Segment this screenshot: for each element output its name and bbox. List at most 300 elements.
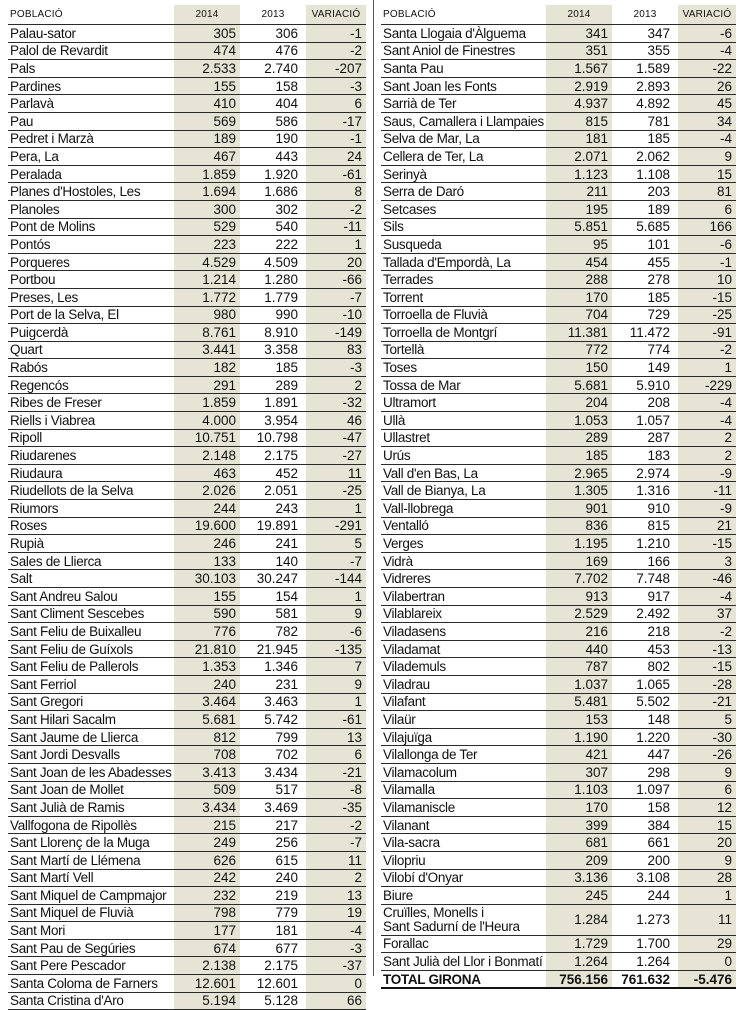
cell-2013 <box>612 200 678 218</box>
table-row <box>381 746 736 764</box>
cell-variacio <box>306 605 366 623</box>
cell-variacio <box>678 711 736 729</box>
cell-2013 <box>240 904 306 922</box>
cell-variacio <box>678 95 736 113</box>
cell-variacio-text: -17 <box>342 113 362 129</box>
cell-variacio <box>306 922 366 940</box>
cell-2014 <box>546 341 612 359</box>
cell-poblacio-text: Vilajuïga <box>383 729 432 745</box>
cell-2014-text: 209 <box>585 852 608 868</box>
cell-variacio-text: -9 <box>719 500 732 516</box>
cell-2014 <box>174 763 240 781</box>
cell-2013-text: 10.798 <box>256 430 298 446</box>
cell-2014-text: 150 <box>585 360 608 376</box>
cell-2013-text: 302 <box>275 201 298 217</box>
table-row <box>8 904 366 922</box>
cell-2014-text: 204 <box>585 395 608 411</box>
cell-poblacio-text: Santa Pau <box>383 60 444 76</box>
cell-variacio-text: -11 <box>713 483 732 499</box>
cell-variacio-text: -6 <box>719 236 732 252</box>
cell-variacio <box>678 953 736 971</box>
cell-2013 <box>240 781 306 799</box>
cell-2014-text: 170 <box>585 799 608 815</box>
cell-2013-text: 278 <box>647 272 670 288</box>
cell-variacio-text: 13 <box>346 887 362 903</box>
cell-2013-text: 3.469 <box>264 799 298 815</box>
cell-2014-text: 1.353 <box>202 659 236 675</box>
header-variacio: VARIACIÓ <box>678 5 736 25</box>
cell-variacio-text: -7 <box>349 553 362 569</box>
table-row <box>8 236 366 254</box>
cell-variacio-text: -61 <box>342 711 362 727</box>
table-row <box>8 95 366 113</box>
cell-variacio <box>306 517 366 535</box>
cell-poblacio-text: Vilaür <box>383 711 416 727</box>
cell-poblacio <box>8 359 174 377</box>
cell-variacio-text: 9 <box>724 148 732 164</box>
cell-poblacio <box>8 200 174 218</box>
cell-2013-text: 203 <box>647 184 670 200</box>
cell-poblacio-text: Sant Feliu de Guíxols <box>10 641 133 657</box>
cell-2013 <box>240 359 306 377</box>
cell-variacio <box>678 341 736 359</box>
cell-variacio <box>306 306 366 324</box>
cell-poblacio-text: Portbou <box>10 272 56 288</box>
cell-2013-text: 2.062 <box>636 148 670 164</box>
cell-poblacio-text: Sant Joan les Fonts <box>383 78 497 94</box>
table-row <box>381 799 736 817</box>
cell-poblacio-text: Vila-sacra <box>383 835 440 851</box>
cell-2013-text: 443 <box>275 148 298 164</box>
cell-poblacio <box>381 236 546 254</box>
cell-2014-text: 3.441 <box>202 342 236 358</box>
cell-2014-text: 1.694 <box>202 184 236 200</box>
cell-2013-text: 586 <box>275 113 298 129</box>
cell-2014 <box>546 218 612 236</box>
cell-variacio <box>678 148 736 166</box>
table-row <box>8 200 366 218</box>
cell-2014-text: 288 <box>585 272 608 288</box>
cell-poblacio-text: Vilabertran <box>383 588 445 604</box>
cell-2013 <box>612 25 678 43</box>
cell-2014 <box>174 165 240 183</box>
cell-2014-text: 2.533 <box>202 60 236 76</box>
cell-variacio <box>306 447 366 465</box>
cell-variacio <box>306 693 366 711</box>
cell-2013 <box>240 412 306 430</box>
cell-2014 <box>174 588 240 606</box>
cell-2014-text: 798 <box>213 905 236 921</box>
cell-poblacio-text: Vilamalla <box>383 782 435 798</box>
cell-variacio-text: 2 <box>354 377 362 393</box>
table-row <box>381 376 736 394</box>
table-row <box>381 42 736 60</box>
table-row <box>8 957 366 975</box>
cell-poblacio <box>8 394 174 412</box>
cell-variacio-text: -4 <box>349 923 362 939</box>
table-row <box>381 935 736 953</box>
cell-2013 <box>240 728 306 746</box>
cell-2014-text: 776 <box>213 623 236 639</box>
table-row <box>381 394 736 412</box>
cell-2014 <box>546 746 612 764</box>
header-variacio: VARIACIÓ <box>306 5 366 25</box>
cell-poblacio <box>8 341 174 359</box>
cell-2013 <box>240 429 306 447</box>
cell-2013 <box>240 288 306 306</box>
cell-2013 <box>240 851 306 869</box>
cell-2014 <box>546 816 612 834</box>
cell-2013-text: 1.057 <box>636 412 670 428</box>
cell-poblacio-text: Sant Joan de Mollet <box>10 782 124 798</box>
cell-2014-text: 4.529 <box>202 254 236 270</box>
cell-2014 <box>174 640 240 658</box>
table-row <box>8 588 366 606</box>
cell-2014 <box>546 935 612 953</box>
table-row <box>8 975 366 993</box>
cell-2014-text: 3.464 <box>202 694 236 710</box>
cell-poblacio-text: Urús <box>383 448 411 464</box>
cell-poblacio-text: Selva de Mar, La <box>383 131 480 147</box>
table-row <box>381 218 736 236</box>
cell-2014-text: 169 <box>585 553 608 569</box>
cell-poblacio-text: Sant Julià de Ramis <box>10 799 125 815</box>
cell-2013 <box>612 834 678 852</box>
cell-2013 <box>612 851 678 869</box>
cell-2013-text: 190 <box>275 131 298 147</box>
cell-poblacio-text: Vall d'en Bas, La <box>383 465 478 481</box>
cell-variacio-text: -35 <box>342 799 362 815</box>
cell-variacio <box>306 570 366 588</box>
cell-2014-text: 246 <box>213 536 236 552</box>
cell-variacio-text: -8 <box>349 782 362 798</box>
cell-poblacio-text: Saus, Camallera i Llampaies <box>383 113 544 129</box>
cell-2013-text: 3.463 <box>264 694 298 710</box>
cell-2013-text: 208 <box>647 395 670 411</box>
cell-2013 <box>612 165 678 183</box>
cell-2013 <box>240 640 306 658</box>
cell-poblacio-text: Vilablareix <box>383 606 442 622</box>
cell-2013 <box>612 306 678 324</box>
table-row <box>381 887 736 905</box>
cell-poblacio-text: Santa Cristina d'Aro <box>10 993 124 1009</box>
cell-variacio <box>306 218 366 236</box>
cell-2014 <box>546 376 612 394</box>
cell-2013-text: 149 <box>647 360 670 376</box>
table-row <box>381 851 736 869</box>
cell-poblacio-text: Serinyà <box>383 166 427 182</box>
cell-2013-text: 355 <box>647 43 670 59</box>
cell-2013 <box>612 588 678 606</box>
cell-2014-text: 216 <box>585 623 608 639</box>
cell-poblacio <box>8 535 174 553</box>
cell-2013 <box>240 693 306 711</box>
cell-2014-text: 19.600 <box>194 518 236 534</box>
header-2013: 2013 <box>261 9 285 20</box>
cell-2013-text: 917 <box>647 588 670 604</box>
table-row <box>381 412 736 430</box>
cell-poblacio-text: Sant Julià del Llor i Bonmatí <box>383 954 543 970</box>
cell-variacio <box>678 464 736 482</box>
cell-variacio <box>306 640 366 658</box>
cell-2014 <box>174 60 240 78</box>
cell-variacio-text: -4 <box>719 395 732 411</box>
cell-2013 <box>240 799 306 817</box>
cell-2014-text: 704 <box>585 307 608 323</box>
table-row <box>381 834 736 852</box>
cell-variacio-text: 1 <box>354 588 362 604</box>
table-row <box>381 447 736 465</box>
cell-2013 <box>240 939 306 957</box>
cell-2014-text: 240 <box>213 676 236 692</box>
cell-2014-text: 1.859 <box>202 395 236 411</box>
cell-variacio-text: 2 <box>724 430 732 446</box>
cell-variacio-text: 26 <box>716 78 732 94</box>
cell-variacio <box>306 869 366 887</box>
cell-poblacio <box>381 816 546 834</box>
cell-poblacio <box>8 25 174 43</box>
cell-2013-text: 5.742 <box>264 711 298 727</box>
cell-variacio-text: -229 <box>704 377 732 393</box>
cell-2014 <box>174 799 240 817</box>
cell-poblacio <box>381 376 546 394</box>
cell-poblacio <box>381 394 546 412</box>
cell-variacio-text: -4 <box>719 412 732 428</box>
table-row <box>381 570 736 588</box>
cell-variacio <box>306 253 366 271</box>
cell-variacio-text: -13 <box>712 641 732 657</box>
cell-variacio <box>678 288 736 306</box>
table-row <box>8 570 366 588</box>
cell-2014-text: 155 <box>213 588 236 604</box>
cell-poblacio-text: Sant Hilari Sacalm <box>10 711 116 727</box>
cell-poblacio-text: Sant Llorenç de la Muga <box>10 835 150 851</box>
cell-variacio <box>306 464 366 482</box>
table-row <box>381 95 736 113</box>
cell-2014-text: 815 <box>585 113 608 129</box>
cell-2013-text: 5.128 <box>264 993 298 1009</box>
cell-variacio-text: 20 <box>346 254 362 270</box>
cell-2014 <box>546 552 612 570</box>
cell-poblacio <box>381 904 546 935</box>
cell-variacio <box>678 271 736 289</box>
cell-2013-text: 7.748 <box>636 571 670 587</box>
cell-poblacio-text: Vall-llobrega <box>383 500 454 516</box>
cell-poblacio-text: Sant Feliu de Buixalleu <box>10 623 142 639</box>
cell-2014 <box>174 183 240 201</box>
cell-poblacio-text: Sant Joan de les Abadesses <box>10 764 172 780</box>
cell-2014 <box>546 25 612 43</box>
table-row <box>8 623 366 641</box>
table-row <box>8 816 366 834</box>
cell-variacio-text: -6 <box>349 623 362 639</box>
cell-poblacio <box>8 77 174 95</box>
cell-poblacio-text: Sant Jordi Desvalls <box>10 747 120 763</box>
cell-poblacio-text: Porqueres <box>10 254 70 270</box>
cell-variacio-text: 3 <box>724 553 732 569</box>
cell-2014 <box>174 939 240 957</box>
cell-2013 <box>612 570 678 588</box>
cell-poblacio <box>381 517 546 535</box>
cell-variacio <box>306 552 366 570</box>
header-2013: 2013 <box>633 9 657 20</box>
cell-variacio <box>306 112 366 130</box>
table-row <box>8 77 366 95</box>
cell-2013-text: 30.247 <box>256 571 298 587</box>
cell-variacio-text: 46 <box>346 412 362 428</box>
cell-poblacio <box>381 324 546 342</box>
table-row <box>381 535 736 553</box>
table-row <box>8 447 366 465</box>
cell-variacio <box>306 834 366 852</box>
cell-poblacio-text: Port de la Selva, El <box>10 307 119 323</box>
cell-2014 <box>546 869 612 887</box>
cell-variacio-text: -1 <box>349 25 362 41</box>
cell-2014 <box>174 675 240 693</box>
cell-poblacio <box>381 412 546 430</box>
table-row <box>8 42 366 60</box>
cell-2013-text: 2.492 <box>636 606 670 622</box>
cell-2014-text: 244 <box>213 500 236 516</box>
cell-2014 <box>174 500 240 518</box>
table-row <box>381 605 736 623</box>
cell-2013-text: 1.779 <box>264 289 298 305</box>
cell-2014-text: 812 <box>213 729 236 745</box>
cell-poblacio <box>8 816 174 834</box>
cell-2014-text: 569 <box>213 113 236 129</box>
cell-2014 <box>546 42 612 60</box>
cell-2013-text: 404 <box>275 96 298 112</box>
cell-variacio <box>678 781 736 799</box>
cell-2014-text: 1.195 <box>574 536 608 552</box>
cell-variacio <box>306 588 366 606</box>
cell-2014-text: 1.859 <box>202 166 236 182</box>
cell-2013 <box>612 675 678 693</box>
cell-2013 <box>240 148 306 166</box>
cell-variacio-text: 8 <box>354 184 362 200</box>
cell-variacio <box>678 112 736 130</box>
cell-variacio <box>678 429 736 447</box>
cell-2013-text: 3.954 <box>264 412 298 428</box>
cell-variacio-text: -3 <box>349 78 362 94</box>
cell-variacio <box>306 324 366 342</box>
table-row <box>8 253 366 271</box>
table-row <box>8 939 366 957</box>
cell-2014 <box>546 394 612 412</box>
cell-2014 <box>174 816 240 834</box>
cell-2013-text: 1.700 <box>636 936 670 952</box>
column-divider <box>373 0 374 976</box>
cell-variacio-text: 6 <box>354 96 362 112</box>
cell-variacio-text: -6 <box>719 25 732 41</box>
cell-2014-text: 901 <box>585 500 608 516</box>
table-row <box>381 816 736 834</box>
cell-poblacio <box>8 869 174 887</box>
cell-2013 <box>612 711 678 729</box>
cell-2014-text: 170 <box>585 289 608 305</box>
cell-variacio <box>678 640 736 658</box>
cell-2013 <box>612 359 678 377</box>
cell-2014 <box>546 324 612 342</box>
cell-variacio <box>306 165 366 183</box>
cell-2013-text: 910 <box>647 500 670 516</box>
cell-2014 <box>174 359 240 377</box>
cell-variacio-text: 5 <box>724 711 732 727</box>
cell-variacio <box>678 799 736 817</box>
cell-variacio-text: 9 <box>354 606 362 622</box>
cell-variacio-text: -291 <box>334 518 362 534</box>
cell-variacio-text: 15 <box>716 166 732 182</box>
table-row <box>381 253 736 271</box>
cell-2013-text: 815 <box>647 518 670 534</box>
cell-poblacio-text: Terrades <box>383 272 434 288</box>
cell-2013 <box>240 623 306 641</box>
cell-2014 <box>546 517 612 535</box>
cell-poblacio <box>381 464 546 482</box>
cell-variacio <box>678 535 736 553</box>
total-2013-text: 761.632 <box>621 971 670 987</box>
cell-poblacio <box>8 236 174 254</box>
cell-variacio-text: -4 <box>719 43 732 59</box>
cell-2013 <box>612 324 678 342</box>
cell-variacio <box>306 130 366 148</box>
cell-poblacio-text: Quart <box>10 342 43 358</box>
cell-2013 <box>240 711 306 729</box>
cell-2014 <box>546 851 612 869</box>
cell-2014-text: 3.413 <box>202 764 236 780</box>
cell-2013 <box>240 763 306 781</box>
cell-poblacio <box>8 623 174 641</box>
cell-2014 <box>174 711 240 729</box>
cell-2013-text: 774 <box>647 342 670 358</box>
table-row <box>8 165 366 183</box>
cell-2013 <box>240 957 306 975</box>
table-row <box>8 429 366 447</box>
cell-poblacio-text: Sales de Llierca <box>10 553 102 569</box>
cell-2014-text: 242 <box>213 870 236 886</box>
cell-2014 <box>174 324 240 342</box>
cell-poblacio <box>8 447 174 465</box>
table-row <box>8 763 366 781</box>
cell-poblacio <box>381 341 546 359</box>
cell-2013-text: 148 <box>647 711 670 727</box>
cell-variacio <box>678 869 736 887</box>
cell-2014-text: 182 <box>213 360 236 376</box>
cell-poblacio-text: Vall de Bianya, La <box>383 483 486 499</box>
cell-variacio-text: 1 <box>354 236 362 252</box>
cell-poblacio-text: Pedret i Marzà <box>10 131 94 147</box>
cell-2014 <box>174 412 240 430</box>
cell-variacio <box>678 394 736 412</box>
cell-2013 <box>240 500 306 518</box>
cell-2014 <box>546 130 612 148</box>
cell-2014 <box>546 288 612 306</box>
cell-poblacio <box>381 953 546 971</box>
table-row <box>381 183 736 201</box>
cell-2013-text: 661 <box>647 835 670 851</box>
cell-variacio-text: 19 <box>346 905 362 921</box>
cell-poblacio-text: Torrent <box>383 289 423 305</box>
cell-poblacio-text: Sils <box>383 219 404 235</box>
cell-2013 <box>612 693 678 711</box>
cell-poblacio <box>381 130 546 148</box>
cell-variacio-text: -28 <box>712 676 732 692</box>
cell-2014 <box>546 306 612 324</box>
cell-variacio-text: -2 <box>349 43 362 59</box>
cell-variacio <box>678 77 736 95</box>
cell-variacio <box>306 781 366 799</box>
cell-2013-text: 1.891 <box>264 395 298 411</box>
